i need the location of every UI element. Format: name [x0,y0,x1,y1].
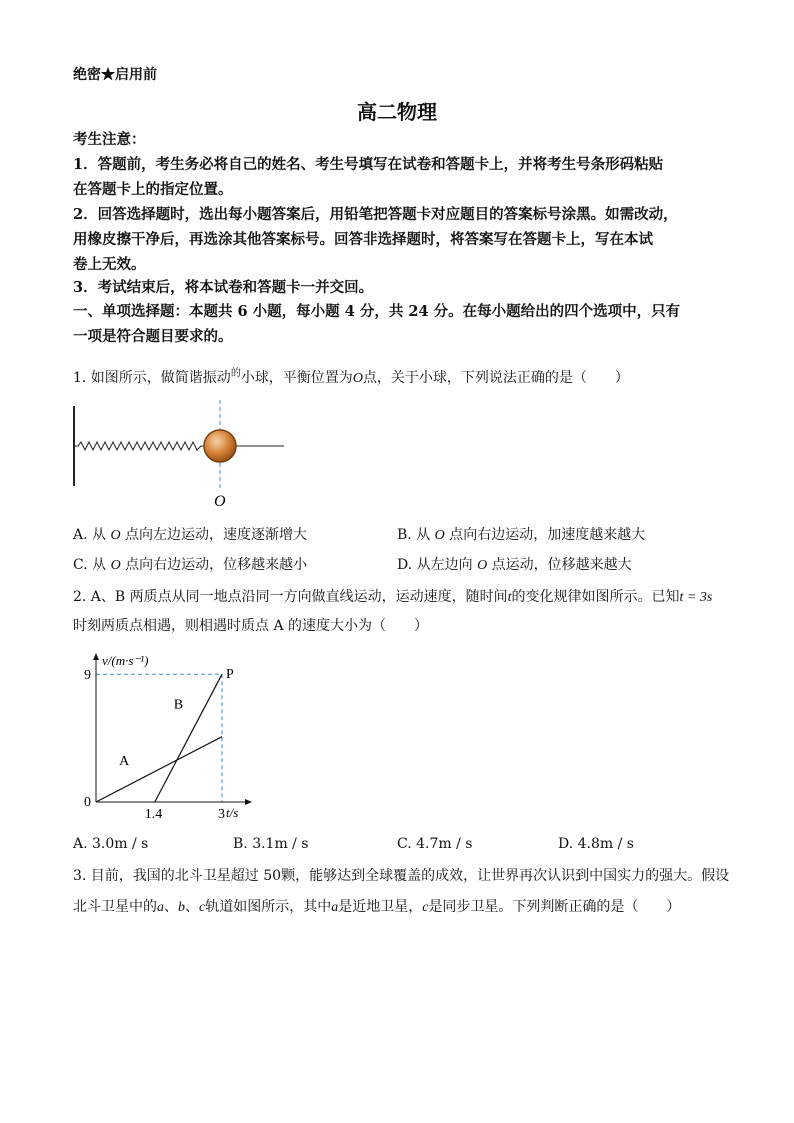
q2-stem-line2: 时刻两质点相遇，则相遇时质点 A 的速度大小为（ ） [73,618,429,634]
notice-item-1-line1: 1．答题前，考生务必将自己的姓名、考生号填写在试卷和答题卡上，并将考生号条形码粘贴 [73,156,664,173]
notice-item-2-line3: 卷上无效。 [73,256,146,273]
notice-item-2-line1: 2．回答选择题时，选出每小题答案后，用铅笔把答题卡对应题目的答案标号涂黑。如需改动， [73,206,678,223]
q1-stem-b: 小球，平衡位置为 [240,370,353,386]
series-label-a: A [119,754,130,770]
x-tick-1-4: 1.4 [144,807,163,822]
section1-line2: 一项是符合题目要求的。 [73,328,233,345]
series-line-a [96,737,222,802]
point-label-p: P [226,667,234,683]
y-tick-9: 9 [84,668,91,684]
page-title: 高二物理 [357,100,437,124]
ball [204,430,236,462]
notice-item-2-line2: 用橡皮擦干净后，再选涂其他答案标号。回答非选择题时，将答案写在答题卡上，写在本试 [73,231,653,248]
notice-heading: 考生注意： [73,131,146,148]
x-axis-label: t/s [226,805,239,820]
x-tick-3: 3 [218,807,225,822]
q2-option-a[interactable]: A. 3.0m / s [73,836,149,852]
q1-stem-var: O [352,371,363,386]
x-axis-arrow [245,799,252,805]
series-line-b [155,674,222,802]
equilibrium-label-o: O [214,493,226,510]
y-axis-arrow [93,653,99,660]
q1-option-a[interactable]: A. 从 O 点向左边运动，速度逐渐增大 [73,527,308,543]
vt-chart [80,648,260,828]
q3-stem-line2: 北斗卫星中的a、b、c轨道如图所示，其中a是近地卫星，c是同步卫星。下列判断正确的是（ ） [73,899,681,915]
notice-item-3-line1: 3．考试结束后，将本试卷和答题卡一并交回。 [73,279,374,296]
q2-option-b[interactable]: B. 3.1m / s [233,836,309,852]
q2-option-d[interactable]: D. 4.8m / s [558,836,634,852]
spring [74,442,206,450]
q1-stem [73,364,629,389]
notice-item-1-line2: 在答题卡上的指定位置。 [73,181,233,198]
q1-stem-c: 点，关于小球，下列说法正确的是（ ） [362,370,629,386]
q1-option-c[interactable]: C. 从 O 点向右边运动，位移越来越小 [73,557,308,573]
q1-option-b[interactable]: B. 从 O 点向右边运动，加速度越来越大 [397,527,646,543]
q2-option-c[interactable]: C. 4.7m / s [397,836,473,852]
series-label-b: B [173,697,184,713]
secret-label: 绝密★启用前 [73,67,157,83]
q3-stem-line1: 3. 目前，我国的北斗卫星超过 50颗，能够达到全球覆盖的成效，让世界再次认识到中国实力的强大。假设 [73,868,730,884]
q1-stem-small: 的 [230,368,241,379]
q1-stem-a: 1. 如图所示，做简谐振动 [73,370,231,386]
spring-oscillator-figure [70,398,290,513]
section1-line1: 一、单项选择题：本题共 6 小题，每小题 4 分，共 24 分。在每小题给出的四个选项中，只有 [73,303,681,320]
x-tick-0: 0 [84,795,91,810]
q1-option-d[interactable]: D. 从左边向 O 点运动，位移越来越大 [397,557,632,573]
q2-stem-line1: 2. A、B 两质点从同一地点沿同一方向做直线运动，运动速度，随时间t的变化规律如图所示。已知t = 3s [73,589,713,605]
y-axis-label: v/(m·s⁻¹) [102,653,149,668]
